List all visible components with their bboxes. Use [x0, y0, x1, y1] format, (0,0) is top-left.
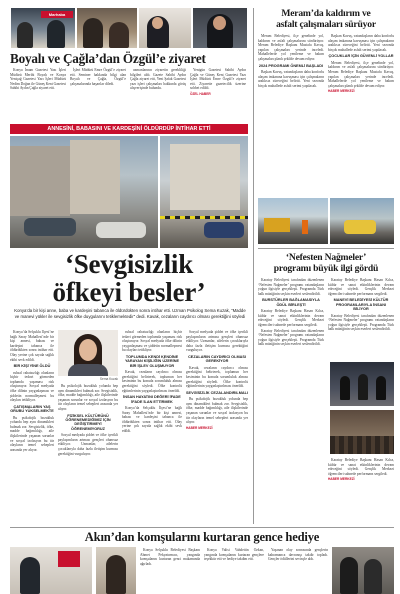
nagmeler-photo-2	[330, 410, 394, 454]
murder-col-2: Bu psikolojik bozukluk yolunda hep aynı dinamikleri bulmak zor. Sevgisizlik, öfke, madde bağımlılığı, aile ilişkilerinde yaşanan sorunlar ve sosyal izolasyon bu tür olayların temel sebepleri arasında yer alıyor. FİZİKSEL KÜLTÜRÜNÜ ÖĞRENEMEDİĞİMİZ İÇİN DEĞİŞTİRMEYİ ÖĞRENEMİYORUZ Sosyal medyada şiddet ve öfke içerikli paylaşımların artması gençleri olumsuz etkiliyor. Uzmanlar, ailelerin çocuklarıyla daha fazla iletişim kurması gerektiğini vurguluyor.	[58, 384, 118, 456]
murder-col-4: Sosyal medyada şiddet ve öfke içerikli paylaşımların artması gençleri olumsuz etkiliyor. Uzmanlar, ailelerin çocuklarıyla daha fazla iletişim kurması gerektiğini vurguluyor. CEZALARIN CAYDIRICI OLMASI GEREKİYOR Kavak, cezaların caydırıcı olması gerektiğini belirterek, toplumun her kesiminin bu konuda sorumluluk alması gerektiğini söyledi. Öfke kontrolü eğitimlerinin yaygınlaştırılması önerildi. SEVGİSİZLİK CEZALANDIRILMALI Bu psikolojik bozukluk yolunda hep aynı dinamikleri bulmak zor. Sevgisizlik, öfke, madde bağımlılığı, aile ilişkilerinde yaşanan sorunlar ve sosyal izolasyon bu tür olayların temel sebepleri arasında yer alıyor. HABER MERKEZİ	[186, 330, 248, 430]
nagmeler-photo-1	[330, 362, 394, 406]
murder-photo-police	[160, 136, 248, 248]
top-photo-4	[193, 8, 247, 48]
murder-headline-line-2: öfkeyi besler’	[52, 277, 206, 307]
akin-col-1: Konya Selçuklu Belediyesi Başkanı Ahmet Pekyatırmacı, yangında komşularını kurtaran genci makamında ağırladı.	[140, 548, 200, 566]
akin-photo-1	[10, 547, 92, 594]
musician	[376, 376, 386, 400]
top-col-1: Konya İmam Gazetesi Yazı İşleri Müdürü Merihi Boyalı ve Konya Yeniçağ Gazetesi Yazı İşleri Müdürü Nedim Doğan ile Güneş Kent Gazetesi Sahibi Aydın Çağla ziyaret etti.	[10, 68, 66, 91]
top-photo-2	[77, 8, 137, 48]
police-car	[204, 222, 244, 238]
musician	[340, 376, 350, 400]
bottom-divider	[10, 527, 394, 528]
person-figure	[106, 555, 126, 594]
asphalt-col-2: Başkan Kavuş, vatandaşların daha konforlu ulaşım imkanına kavuşması için çalışmaların aralıksız süreceğini belirtti. Yeni sezonda birçok mahallede asfalt serimi yapılacak. ÇOCUKLAR İÇİN GÜVENLİ YOLLAR Meram Belediyesi, ilçe genelinde yol, kaldırım ve asfalt çalışmalarını sürdürüyor. Meram Belediye Başkanı Mustafa Kavuş, yapılan çalışmaları yerinde inceledi. Mahallelerde yol yenileme ve bakım çalışmaları planlı şekilde devam ediyor. HABER MERKEZİ	[328, 34, 394, 94]
murder-band: ANNESİNİ, BABASINI VE KARDEŞİNİ ÖLDÜRDÜP İNTİHAR ETTİ	[10, 124, 248, 134]
person-figure	[340, 557, 358, 594]
worker	[302, 220, 308, 234]
car	[24, 218, 76, 236]
person-figure	[109, 22, 129, 48]
musician	[358, 374, 368, 400]
person-figure	[17, 22, 33, 48]
person-face	[152, 17, 163, 29]
nagmeler-headline-line-1: ‘Nefesten Nağmeler’	[285, 252, 367, 263]
top-col-4: Yenigün Gazetesi Sahibi Aydın Çağla ve Güneş Kent Gazetesi Yazı İşleri Müdürü Emre Özgül’e ziyaret etti. Ziyarette gazetecilik üzerine sohbet edildi. ÖZEL HABER	[190, 68, 246, 96]
akin-col-3: Yaşanan olay sonrasında gençlerin kahramanca davranışı takdir topladı. Gençler ödüllerini sevinçle aldı.	[268, 548, 328, 562]
top-col-2: İşleri Müdürü Emre Özgül’e ziyaret etti. Seminer hakkında bilgi alan Boyalı ve Çağla, Özgül’e çalışmalarında başarılar diledi.	[70, 68, 126, 86]
murder-headline	[10, 250, 248, 306]
akin-col-2: Konya Valisi Vahdettin Özkan, yangında komşularını kurtaran gençlere teşekkür etti ve hediye takdim etti.	[204, 548, 264, 562]
murder-portrait	[58, 330, 118, 376]
person-body	[68, 364, 108, 376]
person-face	[213, 16, 226, 30]
murder-col-1: Konya’da Selçuklu İlçesi’ne bağlı Saray Mahallesi’nde bir kişi annesi, babası ve kardeşini tabanca ile öldürdükten sonra intihar etti. Olay yerine çok sayıda sağlık ekibi sevk edildi. BİR KİŞİ YİNE ÖLDÜ ruhsal rahatsızlığı olanların hiçbir tedavi görmeden toplumda yaşaması risk oluşturuyor. Sosyal medyada öfke dilinin yaygınlaşması ve şiddetin normalleşmesi bu olayları tetikliyor. ÇATIŞMALARIN YAŞ GRUBU YÜKSELMEKTE Bu psikolojik bozukluk yolunda hep aynı dinamikleri bulmak zor. Sevgisizlik, öfke, madde bağımlılığı, aile ilişkilerinde yaşanan sorunlar ve sosyal izolasyon bu tür olayların temel sebepleri arasında yer alıyor.	[10, 330, 54, 452]
akin-photo-3	[332, 547, 394, 594]
person-figure	[83, 18, 103, 48]
building	[10, 146, 70, 216]
asphalt-headline-line-2: asfalt çalışmaları sürüyor	[276, 19, 376, 30]
flag	[58, 551, 80, 567]
akin-photo-2	[96, 547, 136, 594]
person-figure	[364, 559, 382, 594]
top-photo-3	[139, 8, 191, 48]
asphalt-headline-line-1: Meram’da kaldırım ve	[281, 8, 371, 19]
akin-headline: Akın’dan komşularını kurtaran gence hediye	[84, 530, 320, 544]
asphalt-photo-1	[258, 198, 328, 244]
audience	[330, 436, 394, 454]
nagmeler-col-2b: Karatay Belediye Başkanı Hasan Kılca, kültür ve sanat etkinliklerinin devam edeceğini söyledi. Gençlik Merkezi öğrencileri sahnede performans sergiledi. HABER MERKEZİ	[328, 458, 394, 482]
murder-headline-line-1: ‘Sevgisizlik	[64, 249, 194, 279]
asphalt-photo-2	[330, 198, 394, 244]
roller	[344, 220, 376, 234]
building	[70, 140, 120, 214]
car	[96, 222, 146, 238]
section-divider	[258, 248, 394, 249]
top-headline: Boyalı ve Çağla’dan Özgül’e ziyaret	[10, 51, 206, 66]
person-face	[79, 339, 97, 361]
police-tape	[160, 216, 248, 219]
top-col-3: uzmanlarının ziyaretin gerekliliği bilgileri aldı. Gazete Sahibi Aydın Çağla ziyaret etti, Yeni Şafak Gazetesi yazı işleri çalışmaları hakkında görüş alışverişinde bulundu.	[130, 68, 186, 91]
nagmeler-headline	[258, 252, 394, 274]
murder-portrait-caption: Sema Kuzak	[99, 377, 118, 381]
nagmeler-headline-line-2: programı büyük ilgi gördü	[273, 263, 379, 274]
truck	[264, 218, 290, 232]
top-photo-1	[11, 8, 75, 48]
asphalt-col-1: Meram Belediyesi, ilçe genelinde yol, kaldırım ve asfalt çalışmalarını sürdürüyor. Meram Belediye Başkanı Mustafa Kavuş, yapılan çalışmaları yerinde inceledi. Mahallelerde yol yenileme ve bakım çalışmaları planlı şekilde devam ediyor. 2024 PROGRAMI ÖNEMLİ BAŞLADI Başkan Kavuş, vatandaşların daha konforlu ulaşım imkanına kavuşması için çalışmaların aralıksız süreceğini belirtti. Yeni sezonda birçok mahallede asfalt serimi yapılacak.	[258, 34, 324, 88]
asphalt-headline	[258, 8, 394, 30]
murder-lead: Konya’da bir kişi anne, baba ve kardeşini tabanca ile öldürdükten sonra intihar etti. Uzman Psikolog Sema Kuzak, “Madde ve manevi yükler ile sevgisizlik öfke duygularını tetiklemektedir” dedi. Kavak, cezaların caydırıcı olması gerektiğini söyledi	[14, 308, 246, 319]
person-figure	[20, 557, 40, 594]
nagmeler-col-2: Karatay Belediye Başkanı Hasan Kılca, kültür ve sanat etkinliklerinin devam edeceğini söyledi. Gençlik Merkezi öğrencileri sahnede performans sergiledi. MANEVİ BELEDİYESİ KÜLTÜR PROGRAMLARIYLA İNSANI BİLİYOR Karatay Belediyesi tarafından düzenlenen ‘Nefesten Nağmeler’ programı vatandaşların yoğun ilgisiyle gerçekleşti. Programda Türk halk müziğinin seçkin eserleri seslendirildi.	[328, 278, 394, 332]
column-divider	[253, 8, 254, 524]
nagmeler-col-1: Karatay Belediyesi tarafından düzenlenen ‘Nefesten Nağmeler’ programı vatandaşların yoğun ilgisiyle gerçekleşti. Programda Türk halk müziğinin seçkin eserleri seslendirildi. BURSTÜRLER BAĞLAMASIYLA ÖDÜL BİRLEŞTİ Karatay Belediye Başkanı Hasan Kılca, kültür ve sanat etkinliklerinin devam edeceğini söyledi. Gençlik Merkezi öğrencileri sahnede performans sergiledi. Karatay Belediyesi tarafından düzenlenen ‘Nefesten Nağmeler’ programı vatandaşların yoğun ilgisiyle gerçekleşti. Programda Türk halk müziğinin seçkin eserleri seslendirildi.	[258, 278, 324, 347]
murder-col-3: ruhsal rahatsızlığı olanların hiçbir tedavi görmeden toplumda yaşaması risk oluşturuyor. Sosyal medyada öfke dilinin yaygınlaşması ve şiddetin normalleşmesi bu olayları tetikliyor. TOPLUMDA KENDİ KENDİNE YARAYAN KİŞİLİĞİN ÜZERİNE BİR İŞLEV OLUŞMUYOR Kavak, cezaların caydırıcı olması gerektiğini belirterek, toplumun her kesiminin bu konuda sorumluluk alması gerektiğini söyledi. Öfke kontrolü eğitimlerinin yaygınlaştırılması önerildi. İNSAN HAYATINI DEĞERİ İFADE İFADE İLAN ETTİRMEK Konya’da Selçuklu İlçesi’ne bağlı Saray Mahallesi’nde bir kişi annesi, babası ve kardeşini tabanca ile öldürdükten sonra intihar etti. Olay yerine çok sayıda sağlık ekibi sevk edildi.	[122, 330, 182, 433]
person-figure	[47, 20, 65, 48]
banner-sign: Marhaba	[41, 11, 73, 18]
building	[170, 144, 240, 210]
murder-photo-street	[10, 136, 158, 248]
